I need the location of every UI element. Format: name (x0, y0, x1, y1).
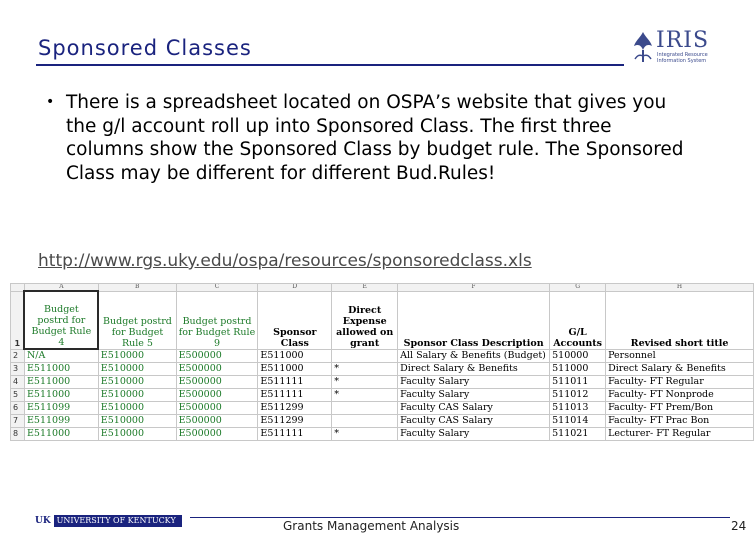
iris-logo (632, 28, 712, 68)
table-cell: E500000 (176, 428, 258, 441)
table-cell (332, 402, 398, 415)
table-cell: G/L Accounts (550, 291, 606, 349)
table-row (11, 402, 754, 415)
table-cell: Lecturer- FT Regular (606, 428, 754, 441)
table-cell: E511099 (24, 402, 98, 415)
table-cell: E511000 (258, 363, 332, 376)
table-cell (332, 349, 398, 363)
row-number: 3 (11, 363, 25, 376)
table-cell: Sponsor Class (258, 291, 332, 349)
table-cell: 511014 (550, 415, 606, 428)
table-cell (332, 415, 398, 428)
table-row (11, 349, 754, 363)
table-cell: Faculty CAS Salary (398, 415, 550, 428)
table-cell: E511299 (258, 415, 332, 428)
uk-mark: UK (32, 515, 54, 527)
table-cell: Faculty CAS Salary (398, 402, 550, 415)
table-cell: * (332, 389, 398, 402)
bullet-text: There is a spreadsheet located on OSPA’s website that gives you the g/l account roll up into Sponsored Class. The first three columns show the Sponsored Class by budget rule. The Sponsored Class may be different for different Bud.Rules! (66, 92, 684, 184)
table-cell: Faculty- FT Regular (606, 376, 754, 389)
table-cell: Faculty Salary (398, 428, 550, 441)
table-cell: E500000 (176, 376, 258, 389)
table-cell: Faculty- FT Prac Bon (606, 415, 754, 428)
table-cell: E510000 (98, 363, 176, 376)
column-letter: E (332, 284, 398, 292)
bullet-icon: • (46, 94, 55, 110)
table-cell: E511099 (24, 415, 98, 428)
table-cell: E500000 (176, 363, 258, 376)
table-cell: 510000 (550, 349, 606, 363)
footer-rule (190, 517, 730, 518)
table-cell: E511000 (24, 428, 98, 441)
footer-text: Grants Management Analysis (283, 519, 460, 533)
spreadsheet-image (10, 283, 754, 468)
table-cell: E510000 (98, 402, 176, 415)
row-number: 1 (11, 291, 25, 349)
table-cell: E511000 (24, 389, 98, 402)
table-cell: Direct Salary & Benefits (606, 363, 754, 376)
row-number: 2 (11, 349, 25, 363)
table-cell: All Salary & Benefits (Budget) (398, 349, 550, 363)
table-cell: Budget postrd for Budget Rule 9 (176, 291, 258, 349)
table-cell: 511012 (550, 389, 606, 402)
table-cell: E511299 (258, 402, 332, 415)
table-cell: 511000 (550, 363, 606, 376)
table-cell: E511111 (258, 376, 332, 389)
column-letter: A (24, 284, 98, 292)
table-cell: E500000 (176, 402, 258, 415)
table-cell: 511013 (550, 402, 606, 415)
column-letters-row (11, 284, 754, 292)
table-cell: E510000 (98, 415, 176, 428)
column-letter: D (258, 284, 332, 292)
table-cell: Sponsor Class Description (398, 291, 550, 349)
title-underline (36, 64, 624, 66)
table-cell: E511111 (258, 389, 332, 402)
table-cell: Direct Expense allowed on grant (332, 291, 398, 349)
table-row (11, 389, 754, 402)
table-cell: * (332, 428, 398, 441)
table-cell: 511011 (550, 376, 606, 389)
page-number: 24 (731, 519, 747, 533)
table-cell: Direct Salary & Benefits (398, 363, 550, 376)
column-letter: C (176, 284, 258, 292)
table-cell: Faculty- FT Nonprode (606, 389, 754, 402)
table-cell: Faculty- FT Prem/Bon (606, 402, 754, 415)
table-header-row (11, 291, 754, 349)
table-cell: E510000 (98, 389, 176, 402)
table-row (11, 376, 754, 389)
table-cell: E510000 (98, 349, 176, 363)
column-letter (11, 284, 25, 292)
table-cell: Revised short title (606, 291, 754, 349)
table-cell: Faculty Salary (398, 389, 550, 402)
column-letter: G (550, 284, 606, 292)
table-cell: E510000 (98, 428, 176, 441)
column-letter: H (606, 284, 754, 292)
table-cell: * (332, 376, 398, 389)
table-cell: E511000 (258, 349, 332, 363)
table-cell: E500000 (176, 349, 258, 363)
row-number: 7 (11, 415, 25, 428)
row-number: 8 (11, 428, 25, 441)
slide-title: Sponsored Classes (38, 36, 252, 60)
table-row (11, 363, 754, 376)
table-cell: 511021 (550, 428, 606, 441)
table-row (11, 428, 754, 441)
uk-footer-logo (32, 515, 182, 527)
table-cell: * (332, 363, 398, 376)
table-cell: N/A (24, 349, 98, 363)
row-number: 4 (11, 376, 25, 389)
logo-subtitle: Integrated Resource Information System (657, 52, 708, 64)
table-cell: Budget postrd for Budget Rule 5 (98, 291, 176, 349)
table-cell: Personnel (606, 349, 754, 363)
table-cell: Faculty Salary (398, 376, 550, 389)
spreadsheet-table (10, 283, 754, 441)
column-letter: B (98, 284, 176, 292)
uk-name: UNIVERSITY OF KENTUCKY (56, 516, 176, 525)
table-cell: E511111 (258, 428, 332, 441)
table-cell: E511000 (24, 363, 98, 376)
iris-flower-icon (632, 30, 654, 64)
row-number: 6 (11, 402, 25, 415)
row-number: 5 (11, 389, 25, 402)
table-cell: Budget postrd for Budget Rule 4 (24, 291, 98, 349)
table-cell: E510000 (98, 376, 176, 389)
table-cell: E500000 (176, 415, 258, 428)
spreadsheet-link[interactable]: http://www.rgs.uky.edu/ospa/resources/sponsoredclass.xls (38, 251, 532, 271)
table-row (11, 415, 754, 428)
table-cell: E500000 (176, 389, 258, 402)
column-letter: F (398, 284, 550, 292)
logo-name: IRIS (656, 28, 710, 53)
table-cell: E511000 (24, 376, 98, 389)
